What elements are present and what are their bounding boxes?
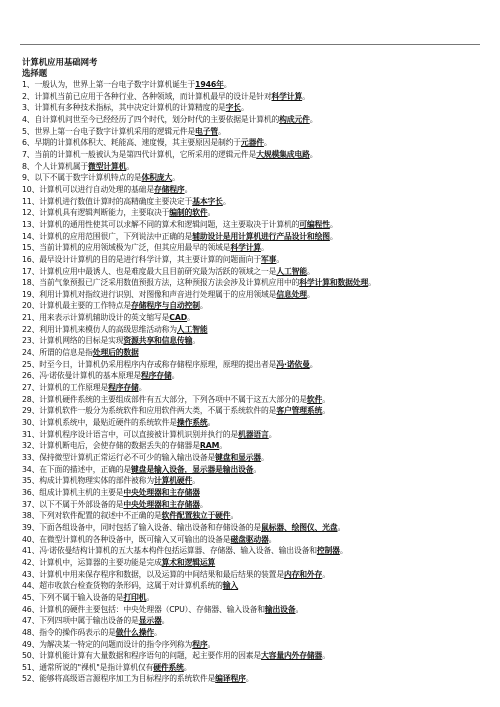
- question-punctuation: 。: [309, 114, 318, 124]
- question-punctuation: 。: [230, 511, 239, 521]
- question-item: [22, 639, 492, 651]
- question-item: [22, 580, 492, 592]
- question-punctuation: 。: [268, 429, 277, 439]
- question-item: [22, 417, 492, 429]
- question-text: 42、计算机中，运算器的主要功能是完成: [22, 557, 162, 567]
- question-item: [22, 440, 492, 452]
- question-item: [22, 429, 492, 441]
- question-punctuation: 。: [329, 219, 338, 229]
- question-item: [22, 347, 492, 359]
- question-punctuation: 。: [263, 138, 272, 148]
- question-punctuation: 。: [329, 231, 338, 241]
- question-text: 19、利用计算机对指纹进行识别、对图像和声音进行处理属于的应用领域是: [22, 289, 277, 299]
- answer-text: 操作系统: [176, 418, 208, 428]
- section-heading: 选择题: [22, 68, 48, 78]
- question-item: [22, 79, 492, 91]
- question-punctuation: 。: [172, 173, 180, 183]
- question-list: [22, 79, 492, 685]
- question-text: 39、下面各组设备中，同时包括了输入设备、输出设备和存储设备的是: [22, 522, 262, 532]
- question-item: [22, 499, 492, 511]
- answer-text: 辅助设计是用计算机进行产品设计和绘图: [192, 231, 330, 241]
- question-punctuation: 。: [218, 126, 226, 136]
- answer-text: 输入: [222, 581, 239, 591]
- question-item: [22, 452, 492, 464]
- question-item: [22, 464, 492, 476]
- answer-text: 科学计算: [230, 243, 262, 253]
- answer-text: 打印机: [123, 592, 147, 602]
- answer-text: 资源共享和信息传输: [123, 336, 193, 346]
- question-item: [22, 335, 492, 347]
- question-punctuation: 。: [295, 604, 304, 614]
- answer-text: 程序: [192, 639, 208, 649]
- question-punctuation: 。: [126, 161, 134, 171]
- answer-text: 程序存储: [141, 371, 172, 381]
- question-text: 15、当前计算机的应用领域极为广泛，但其应用最早的领域是: [22, 243, 231, 253]
- question-punctuation: 。: [253, 464, 262, 474]
- answer-text: RAM: [199, 441, 220, 451]
- document-body: [22, 57, 492, 685]
- answer-text: 键盘是输入设备，显示器是输出设备: [131, 464, 254, 474]
- question-punctuation: 。: [337, 522, 346, 532]
- answer-text: 大规模集成电路: [256, 149, 310, 159]
- answer-text: 冯·诺依曼: [276, 359, 310, 369]
- question-item: [22, 475, 492, 487]
- question-item: [22, 172, 492, 184]
- question-text: 46、计算机的硬件主要包括：中央处理器（CPU）、存储器、输入设备和: [22, 604, 265, 614]
- question-text: 31、计算机程序设计语言中，可以直接被计算机识别并执行的是: [22, 429, 239, 439]
- question-punctuation: 。: [309, 359, 318, 369]
- answer-text: 做什么操作: [115, 627, 154, 637]
- answer-text: 军事: [261, 254, 277, 264]
- question-item: [22, 545, 492, 557]
- question-punctuation: 。: [207, 639, 216, 649]
- question-punctuation: 。: [322, 569, 330, 579]
- answer-text: 电子管: [195, 126, 218, 136]
- question-item: [22, 522, 492, 534]
- answer-text: 1946年: [195, 80, 224, 89]
- question-item: [22, 277, 492, 289]
- answer-text: 人工智能: [176, 324, 208, 334]
- answer-text: 鼠标器、绘图仪、光盘: [261, 522, 338, 532]
- answer-text: 中央处理器和主存储器: [123, 499, 200, 509]
- answer-text: 计算机硬件: [153, 476, 193, 486]
- answer-text: 键盘和显示器: [215, 453, 262, 462]
- question-text: 37、以下不属于外部设备的是: [22, 499, 124, 509]
- question-text: 6、早期的计算机体积大、耗能高、速度慢，其主要原因是制约于: [22, 138, 241, 148]
- question-text: 14、计算机的应用范围很广，下列说法中正确的是: [22, 231, 193, 241]
- question-item: [22, 102, 492, 114]
- question-item: [22, 673, 492, 685]
- question-item: [22, 604, 492, 616]
- answer-text: 客户管理系统: [276, 406, 323, 416]
- question-text: 48、指令的操作码表示的是: [22, 627, 116, 637]
- question-item: [22, 662, 492, 674]
- question-punctuation: 。: [261, 243, 269, 253]
- question-punctuation: 。: [192, 336, 200, 346]
- question-text: 41、冯·诺依曼结构计算机的五大基本构件包括运算器、存储器、输入设备、输出设备和: [22, 546, 317, 556]
- question-punctuation: 。: [219, 441, 227, 451]
- question-text: 47、下列四项中属于输出设备的是: [22, 616, 139, 626]
- question-text: 22、利用计算机来模仿人的高级思维活动称为: [22, 324, 177, 334]
- question-punctuation: 。: [302, 91, 310, 101]
- question-item: [22, 289, 492, 301]
- question-item: [22, 231, 492, 243]
- document-title: 计算机应用基础网考: [22, 57, 98, 67]
- question-item: [22, 207, 492, 219]
- question-text: 29、计算机软件一般分为系统软件和应用软件两大类，不属于系统软件的是: [22, 406, 277, 416]
- question-text: 32、计算机断电后，会使存储的数据丢失的存储器是: [22, 441, 200, 451]
- question-punctuation: 。: [222, 196, 231, 206]
- answer-text: 中央处理器和主存储器: [123, 487, 200, 497]
- question-item: [22, 405, 492, 417]
- answer-text: 体积庞大: [141, 173, 173, 183]
- question-punctuation: 。: [261, 453, 269, 462]
- question-text: 23、计算机网络的目标是实现: [22, 336, 124, 346]
- question-text: 21、用来表示计算机辅助设计的英文缩写是: [22, 313, 170, 323]
- question-punctuation: 。: [153, 627, 162, 637]
- question-text: 33、保持微型计算机正常运行必不可少的输入输出设备是: [22, 453, 216, 462]
- question-text: 36、组成计算机主机的主要是: [22, 487, 124, 497]
- question-text: 45、下列不属于输入设备的是: [22, 592, 124, 602]
- answer-text: 机器语言: [238, 429, 269, 439]
- question-item: [22, 137, 492, 149]
- question-item: [22, 254, 492, 266]
- question-text: 30、计算机系统中，最贴近硬件的系统软件是: [22, 418, 177, 428]
- question-text: 24、所谓的信息是指: [22, 348, 93, 358]
- question-text: 1、一般认为，世界上第一台电子数字计算机诞生于: [22, 80, 196, 89]
- answer-text: 字长: [225, 103, 241, 113]
- question-text: 50、计算机能计算有大量数据和程序语句的问题，起主要作用的因素是: [22, 651, 262, 661]
- question-item: [22, 592, 492, 604]
- answer-text: 微型计算机: [88, 161, 127, 171]
- question-text: 12、计算机具有逻辑判断能力，主要取决于: [22, 208, 170, 218]
- answer-text: 算术和逻辑运算: [161, 557, 216, 567]
- question-punctuation: 。: [171, 371, 180, 381]
- question-text: 7、当前的计算机一般被认为是第四代计算机，它所采用的逻辑元件是: [22, 149, 257, 159]
- question-text: 11、计算机进行数值计算时的高精确度主要决定于: [22, 196, 193, 206]
- answer-text: 大容量内外存储器: [261, 651, 323, 661]
- answer-text: 磁盘驱动器: [230, 534, 269, 544]
- question-item: [22, 382, 492, 394]
- question-item: [22, 114, 492, 126]
- question-text: 4、自计算机问世至今已经经历了四个时代，划分时代的主要依据是计算机的: [22, 114, 280, 124]
- question-item: [22, 184, 492, 196]
- question-punctuation: 。: [240, 103, 249, 113]
- answer-text: 内存和外存: [283, 569, 323, 579]
- question-punctuation: 。: [322, 406, 330, 416]
- question-item: [22, 196, 492, 208]
- question-punctuation: 。: [199, 499, 208, 509]
- answer-text: 硬件系统: [153, 662, 184, 672]
- question-text: 9、以下不属于数字计算机特点的是: [22, 173, 142, 183]
- answer-text: 编译程序: [215, 674, 246, 684]
- question-text: 28、计算机硬件系统的主要组成部件有五大部分，下列各项中不属于这五大部分的是: [22, 394, 307, 404]
- question-item: [22, 487, 492, 499]
- answer-text: 信息处理: [276, 289, 307, 299]
- question-punctuation: 。: [245, 674, 254, 684]
- question-item: [22, 242, 492, 254]
- question-punctuation: 。: [187, 313, 195, 323]
- question-text: 10、计算机可以进行自动处理的基础是: [22, 184, 154, 194]
- question-item: [22, 219, 492, 231]
- answer-text: 人工智能: [276, 266, 307, 276]
- question-text: 44、超市收款台检查货物的条形码，这属于对计算机系统的: [22, 581, 223, 591]
- question-punctuation: 。: [199, 301, 208, 311]
- question-text: 52、能够将高级语言源程序加工为目标程序的系统软件是: [22, 674, 216, 684]
- question-item: [22, 300, 492, 312]
- question-text: 20、计算机最主要的工作特点是: [22, 301, 132, 311]
- question-punctuation: 。: [339, 546, 348, 556]
- question-punctuation: 。: [276, 254, 284, 264]
- question-item: [22, 266, 492, 278]
- question-text: 2、计算机当前已应用于各种行业、各种领域，而计算机最早的设计是针对: [22, 91, 272, 101]
- question-text: 49、为解决某一特定的问题而设计的指令序列称为: [22, 639, 193, 649]
- question-punctuation: 。: [322, 651, 330, 661]
- question-text: 38、下列对软件配置的叙述中不正确的是: [22, 511, 162, 521]
- question-punctuation: 。: [207, 418, 216, 428]
- question-punctuation: 。: [223, 80, 232, 89]
- answer-text: 软件配置独立于硬件: [161, 511, 231, 521]
- question-punctuation: 。: [368, 278, 376, 288]
- answer-text: 显示器: [138, 616, 162, 626]
- question-punctuation: 。: [322, 394, 330, 404]
- question-item: [22, 359, 492, 371]
- answer-text: 科学计算和数据处理: [299, 278, 369, 288]
- question-punctuation: 。: [309, 149, 318, 159]
- question-text: 26、冯·诺依曼计算机的基本原理是: [22, 371, 142, 381]
- answer-text: 可编程性: [299, 219, 330, 229]
- question-text: 34、在下面的描述中，正确的是: [22, 464, 132, 474]
- question-item: [22, 510, 492, 522]
- question-text: 25、时至今日，计算机仍采用程序内存或称存储程序原理，原理的提出者是: [22, 359, 277, 369]
- answer-text: 元器件: [240, 138, 264, 148]
- answer-text: 构成元件: [279, 114, 310, 124]
- question-item: [22, 534, 492, 546]
- answer-text: 软件: [306, 394, 323, 404]
- question-text: 27、计算机的工作原理是: [22, 383, 109, 393]
- answer-text: 程序存储: [108, 383, 139, 393]
- question-punctuation: 。: [306, 289, 315, 299]
- question-item: [22, 370, 492, 382]
- question-item: [22, 627, 492, 639]
- answer-text: 输出设备: [264, 604, 296, 614]
- question-item: [22, 569, 492, 581]
- question-item: [22, 394, 492, 406]
- answer-text: 存储程序与自动控制: [131, 301, 200, 311]
- question-text: 16、最早设计计算机的目的是进行科学计算，其主要计算的问题面向于: [22, 254, 262, 264]
- question-item: [22, 161, 492, 173]
- question-text: 18、当前气象预报已广泛采用数值预报方法，这种预报方法会涉及计算机应用中的: [22, 278, 300, 288]
- question-item: [22, 324, 492, 336]
- answer-text: CAD: [169, 313, 188, 323]
- answer-text: 科学计算: [271, 91, 303, 101]
- question-text: 51、通常所说的"裸机"是指计算机仅有: [22, 662, 154, 672]
- question-text: 35、构成计算机物理实体的部件被称为: [22, 476, 154, 486]
- question-item: [22, 149, 492, 161]
- question-punctuation: 。: [192, 476, 200, 486]
- question-item: [22, 126, 492, 138]
- question-punctuation: 。: [268, 534, 277, 544]
- question-item: [22, 312, 492, 324]
- question-punctuation: 。: [161, 616, 170, 626]
- question-item: [22, 557, 492, 569]
- answer-text: 控制器: [316, 546, 340, 556]
- question-punctuation: 。: [183, 662, 192, 672]
- answer-text: 编制的软件: [169, 208, 208, 218]
- question-item: [22, 91, 492, 103]
- question-text: 3、计算机有多种技术指标，其中决定计算机的计算精度的是: [22, 103, 226, 113]
- question-punctuation: 。: [146, 592, 154, 602]
- question-text: 17、计算机应用中最诱人、也是难度最大且目前研究最为活跃的领域之一是: [22, 266, 277, 276]
- question-item: [22, 615, 492, 627]
- question-punctuation: 。: [207, 208, 216, 218]
- question-text: 5、世界上第一台电子数字计算机采用的逻辑元件是: [22, 126, 196, 136]
- question-text: 13、计算机的通用性使其可以求解不同的算术和逻辑问题，这主要取决于计算机的: [22, 219, 300, 229]
- question-text: 40、在微型计算机的各种设备中，既可输入又可输出的设备是: [22, 534, 231, 544]
- question-item: [22, 650, 492, 662]
- question-punctuation: 。: [138, 383, 147, 393]
- answer-text: 处理后的数据: [92, 348, 139, 358]
- question-punctuation: 。: [306, 266, 315, 276]
- question-punctuation: 。: [184, 184, 193, 194]
- answer-text: 存储程序: [153, 184, 185, 194]
- answer-text: 基本字长: [192, 196, 223, 206]
- question-text: 43、计算机中用来保存程序和数据，以及运算的中间结果和最后结果的装置是: [22, 569, 284, 579]
- question-text: 8、个人计算机属于: [22, 161, 88, 171]
- header-divider-line: [20, 44, 480, 45]
